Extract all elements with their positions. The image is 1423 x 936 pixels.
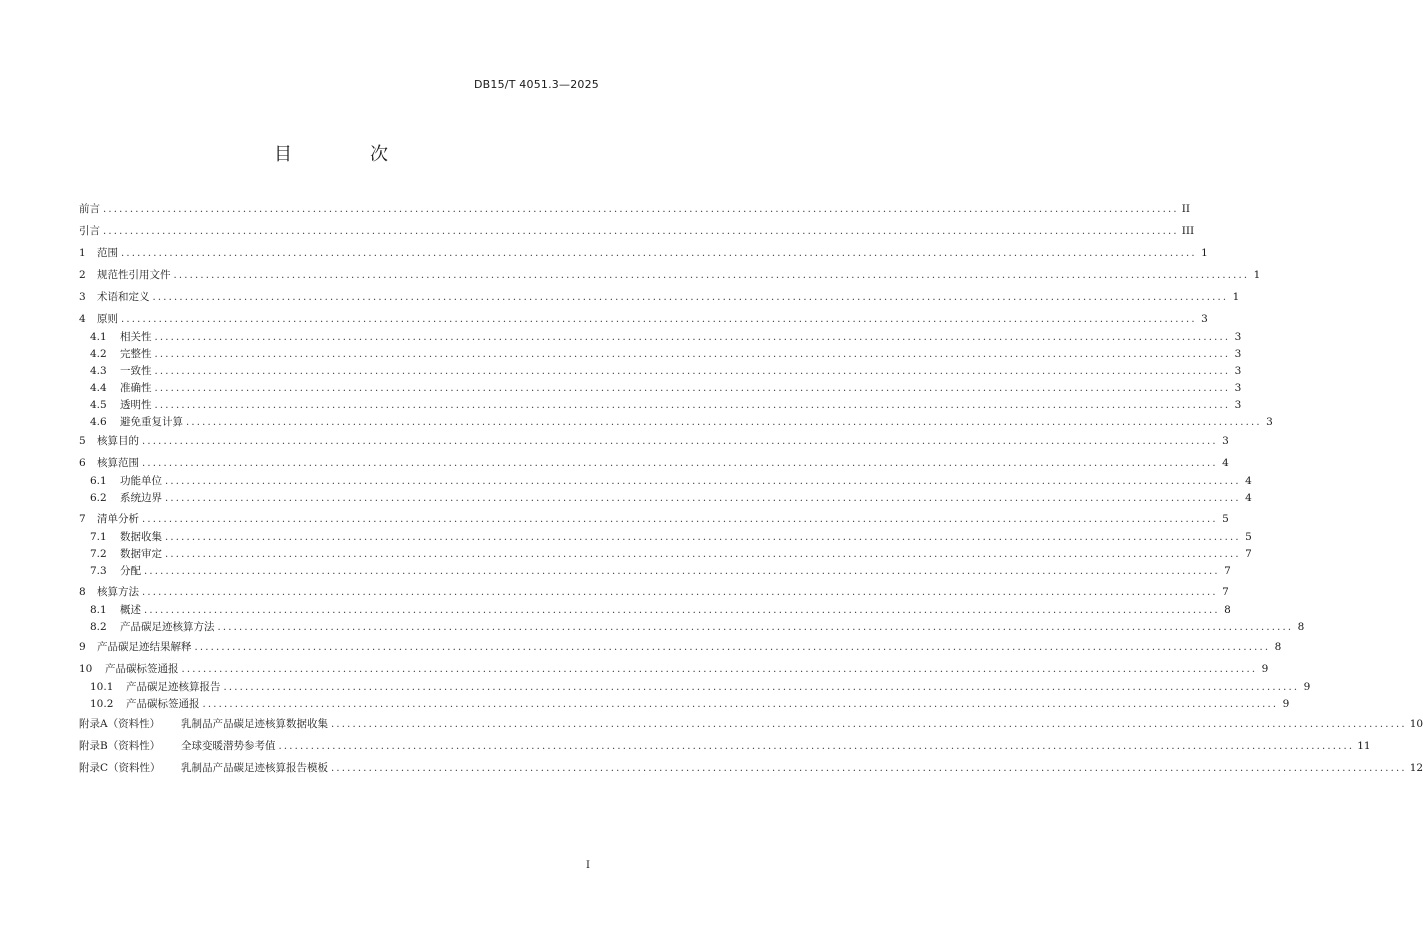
leader-dots: ........................................................................................................................................................................................................ xyxy=(144,605,1220,616)
leader-dots: ........................................................................................................................................................................................................ xyxy=(103,226,1179,237)
leader-dots: ........................................................................................................................................................................................................ xyxy=(278,741,1355,752)
leader-dots: ........................................................................................................................................................................................................ xyxy=(144,566,1220,577)
toc-entry-1[interactable]: 1 范围 ........................................................................................................................................................................................................ 1 xyxy=(79,245,599,261)
toc-entry-10[interactable]: 10 产品碳标签通报 ........................................................................................................................................................................................................ 9 xyxy=(79,661,599,677)
toc-entry-introduction[interactable]: 引言 ........................................................................................................................................................................................................ III xyxy=(79,223,599,239)
leader-dots: ........................................................................................................................................................................................................ xyxy=(173,270,1250,281)
toc-entry-6[interactable]: 6 核算范围 ........................................................................................................................................................................................................ 4 xyxy=(79,455,599,471)
toc-entry-6-1[interactable]: 6.1 功能单位 ........................................................................................................................................................................................................ 4 xyxy=(79,473,599,489)
toc-entry-2[interactable]: 2 规范性引用文件 ........................................................................................................................................................................................................ 1 xyxy=(79,267,599,283)
leader-dots: ........................................................................................................................................................................................................ xyxy=(142,514,1218,525)
leader-dots: ........................................................................................................................................................................................................ xyxy=(142,587,1218,598)
toc-entry-3[interactable]: 3 术语和定义 ........................................................................................................................................................................................................ 1 xyxy=(79,289,599,305)
toc-entry-6-2[interactable]: 6.2 系统边界 ........................................................................................................................................................................................................ 4 xyxy=(79,490,599,506)
toc-entry-4-6[interactable]: 4.6 避免重复计算 ........................................................................................................................................................................................................ 3 xyxy=(79,414,599,430)
leader-dots: ........................................................................................................................................................................................................ xyxy=(142,436,1218,447)
toc-entry-4-2[interactable]: 4.2 完整性 ........................................................................................................................................................................................................ 3 xyxy=(79,346,599,362)
leader-dots: ........................................................................................................................................................................................................ xyxy=(121,314,1197,325)
toc-entry-9[interactable]: 9 产品碳足迹结果解释 ........................................................................................................................................................................................................ 8 xyxy=(79,639,599,655)
toc-entry-7-2[interactable]: 7.2 数据审定 ........................................................................................................................................................................................................ 7 xyxy=(79,546,599,562)
toc-entry-8[interactable]: 8 核算方法 ........................................................................................................................................................................................................ 7 xyxy=(79,584,599,600)
toc-entry-8-1[interactable]: 8.1 概述 ........................................................................................................................................................................................................ 8 xyxy=(79,602,599,618)
toc-entry-appendix-a[interactable]: 附录A（资料性） 乳制品产品碳足迹核算数据收集 ........................................................................................................................................................................................................ 10 xyxy=(79,716,599,732)
toc-entry-8-2[interactable]: 8.2 产品碳足迹核算方法 ........................................................................................................................................................................................................ 8 xyxy=(79,619,599,635)
document-code: DB15/T 4051.3—2025 xyxy=(473,78,599,91)
leader-dots: ........................................................................................................................................................................................................ xyxy=(165,493,1241,504)
leader-dots: ........................................................................................................................................................................................................ xyxy=(331,763,1407,774)
page-title: 目 次 xyxy=(274,144,418,165)
toc-entry-10-2[interactable]: 10.2 产品碳标签通报 ........................................................................................................................................................................................................ 9 xyxy=(79,696,599,712)
page-number: I xyxy=(586,860,590,871)
toc-entry-7-1[interactable]: 7.1 数据收集 ........................................................................................................................................................................................................ 5 xyxy=(79,529,599,545)
leader-dots: ........................................................................................................................................................................................................ xyxy=(331,719,1407,730)
leader-dots: ........................................................................................................................................................................................................ xyxy=(103,204,1179,215)
leader-dots: ........................................................................................................................................................................................................ xyxy=(121,248,1197,259)
toc-entry-appendix-b[interactable]: 附录B（资料性） 全球变暖潜势参考值 ........................................................................................................................................................................................................ 11 xyxy=(79,738,599,754)
toc-entry-appendix-c[interactable]: 附录C（资料性） 乳制品产品碳足迹核算报告模板 ........................................................................................................................................................................................................ 12 xyxy=(79,760,599,776)
leader-dots: ........................................................................................................................................................................................................ xyxy=(217,622,1294,633)
leader-dots: ........................................................................................................................................................................................................ xyxy=(165,476,1241,487)
toc-entry-10-1[interactable]: 10.1 产品碳足迹核算报告 ........................................................................................................................................................................................................ 9 xyxy=(79,679,599,695)
leader-dots: ........................................................................................................................................................................................................ xyxy=(154,349,1231,360)
toc-entry-7-3[interactable]: 7.3 分配 ........................................................................................................................................................................................................ 7 xyxy=(79,563,599,579)
toc-entry-4-5[interactable]: 4.5 透明性 ........................................................................................................................................................................................................ 3 xyxy=(79,397,599,413)
toc-entry-4-3[interactable]: 4.3 一致性 ........................................................................................................................................................................................................ 3 xyxy=(79,363,599,379)
leader-dots: ........................................................................................................................................................................................................ xyxy=(165,549,1241,560)
leader-dots: ........................................................................................................................................................................................................ xyxy=(142,458,1218,469)
toc-entry-preface[interactable]: 前言 ........................................................................................................................................................................................................ II xyxy=(79,201,599,217)
leader-dots: ........................................................................................................................................................................................................ xyxy=(194,642,1271,653)
leader-dots: ........................................................................................................................................................................................................ xyxy=(223,682,1300,693)
toc-entry-4-1[interactable]: 4.1 相关性 ........................................................................................................................................................................................................ 3 xyxy=(79,329,599,345)
toc-entry-7[interactable]: 7 清单分析 ........................................................................................................................................................................................................ 5 xyxy=(79,511,599,527)
toc-entry-4-4[interactable]: 4.4 准确性 ........................................................................................................................................................................................................ 3 xyxy=(79,380,599,396)
leader-dots: ........................................................................................................................................................................................................ xyxy=(165,532,1241,543)
leader-dots: ........................................................................................................................................................................................................ xyxy=(154,332,1231,343)
toc-entry-5[interactable]: 5 核算目的 ........................................................................................................................................................................................................ 3 xyxy=(79,433,599,449)
leader-dots: ........................................................................................................................................................................................................ xyxy=(202,699,1279,710)
leader-dots: ........................................................................................................................................................................................................ xyxy=(154,400,1231,411)
toc-entry-4[interactable]: 4 原则 ........................................................................................................................................................................................................ 3 xyxy=(79,311,599,327)
leader-dots: ........................................................................................................................................................................................................ xyxy=(154,366,1231,377)
leader-dots: ........................................................................................................................................................................................................ xyxy=(154,383,1231,394)
leader-dots: ........................................................................................................................................................................................................ xyxy=(186,417,1262,428)
leader-dots: ........................................................................................................................................................................................................ xyxy=(181,664,1258,675)
leader-dots: ........................................................................................................................................................................................................ xyxy=(152,292,1229,303)
